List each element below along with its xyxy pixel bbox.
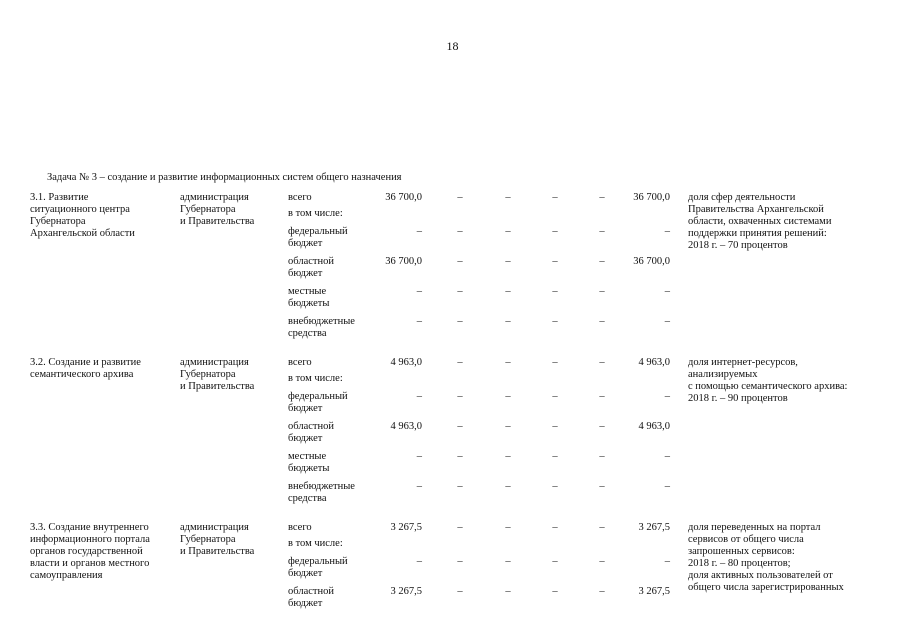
empty-value-dash: –	[457, 522, 463, 533]
empty-value-dash: –	[552, 256, 558, 267]
target-indicator: доля сфер деятельности Правительства Архангельской области, охваченных системами поддержки принятия решений: 2018 г. – 70 процентов	[688, 192, 832, 251]
empty-value-dash: –	[599, 522, 605, 533]
empty-value-dash: –	[599, 316, 605, 327]
empty-value-dash: –	[505, 451, 511, 462]
empty-value-dash: –	[416, 481, 422, 492]
regional-amount: 3 267,5	[390, 586, 422, 597]
empty-value-dash: –	[552, 586, 558, 597]
empty-value-dash: –	[457, 192, 463, 203]
source-total-label: всего	[288, 522, 312, 533]
empty-value-dash: –	[416, 286, 422, 297]
federal-budget-label: федеральный бюджет	[288, 556, 348, 579]
empty-value-dash: –	[457, 357, 463, 368]
empty-value-dash: –	[457, 226, 463, 237]
total-amount: 36 700,0	[385, 192, 422, 203]
empty-value-dash: –	[599, 391, 605, 402]
total-amount-final: 4 963,0	[638, 357, 670, 368]
event-name: 3.1. Развитие ситуационного центра Губернатора Архангельской области	[30, 192, 135, 239]
event-name: 3.3. Создание внутреннего информационного портала органов государственной власти и органов местного самоуправления	[30, 522, 150, 581]
empty-value-dash: –	[552, 421, 558, 432]
empty-value-dash: –	[457, 421, 463, 432]
empty-value-dash: –	[457, 256, 463, 267]
empty-value-dash: –	[599, 586, 605, 597]
local-budget-label: местные бюджеты	[288, 286, 330, 309]
empty-value-dash: –	[599, 256, 605, 267]
empty-value-dash: –	[552, 226, 558, 237]
regional-amount: 4 963,0	[390, 421, 422, 432]
empty-value-dash: –	[505, 522, 511, 533]
source-total-label: всего	[288, 357, 312, 368]
empty-value-dash: –	[664, 316, 670, 327]
including-label: в том числе:	[288, 373, 343, 384]
empty-value-dash: –	[552, 451, 558, 462]
total-amount: 3 267,5	[390, 522, 422, 533]
empty-value-dash: –	[457, 391, 463, 402]
event-executor: администрация Губернатора и Правительства	[180, 357, 255, 392]
empty-value-dash: –	[552, 391, 558, 402]
regional-amount-final: 3 267,5	[638, 586, 670, 597]
total-amount-final: 36 700,0	[633, 192, 670, 203]
empty-value-dash: –	[457, 451, 463, 462]
empty-value-dash: –	[505, 316, 511, 327]
empty-value-dash: –	[664, 481, 670, 492]
empty-value-dash: –	[416, 451, 422, 462]
empty-value-dash: –	[457, 481, 463, 492]
empty-value-dash: –	[664, 286, 670, 297]
empty-value-dash: –	[552, 481, 558, 492]
empty-value-dash: –	[457, 286, 463, 297]
empty-value-dash: –	[599, 556, 605, 567]
empty-value-dash: –	[552, 357, 558, 368]
empty-value-dash: –	[552, 286, 558, 297]
empty-value-dash: –	[664, 451, 670, 462]
target-indicator: доля интернет-ресурсов, анализируемых с помощью семантического архива: 2018 г. – 90 процентов	[688, 357, 848, 404]
event-name: 3.2. Создание и развитие семантического архива	[30, 357, 141, 380]
empty-value-dash: –	[457, 586, 463, 597]
regional-budget-label: областной бюджет	[288, 421, 334, 444]
local-budget-label: местные бюджеты	[288, 451, 330, 474]
empty-value-dash: –	[599, 481, 605, 492]
source-total-label: всего	[288, 192, 312, 203]
empty-value-dash: –	[599, 421, 605, 432]
empty-value-dash: –	[599, 451, 605, 462]
event-executor: администрация Губернатора и Правительства	[180, 522, 255, 557]
federal-budget-label: федеральный бюджет	[288, 391, 348, 414]
empty-value-dash: –	[457, 556, 463, 567]
empty-value-dash: –	[664, 226, 670, 237]
empty-value-dash: –	[505, 226, 511, 237]
empty-value-dash: –	[505, 256, 511, 267]
regional-budget-label: областной бюджет	[288, 586, 334, 609]
empty-value-dash: –	[599, 226, 605, 237]
empty-value-dash: –	[552, 522, 558, 533]
empty-value-dash: –	[599, 286, 605, 297]
empty-value-dash: –	[505, 357, 511, 368]
empty-value-dash: –	[664, 556, 670, 567]
empty-value-dash: –	[505, 556, 511, 567]
empty-value-dash: –	[599, 192, 605, 203]
empty-value-dash: –	[505, 586, 511, 597]
regional-amount-final: 4 963,0	[638, 421, 670, 432]
event-executor: администрация Губернатора и Правительства	[180, 192, 255, 227]
empty-value-dash: –	[416, 391, 422, 402]
empty-value-dash: –	[552, 316, 558, 327]
total-amount: 4 963,0	[390, 357, 422, 368]
regional-budget-label: областной бюджет	[288, 256, 334, 279]
total-amount-final: 3 267,5	[638, 522, 670, 533]
regional-amount-final: 36 700,0	[633, 256, 670, 267]
extrabudget-label: внебюджетные средства	[288, 481, 355, 504]
empty-value-dash: –	[505, 192, 511, 203]
federal-budget-label: федеральный бюджет	[288, 226, 348, 249]
page-number: 18	[446, 39, 459, 53]
target-indicator: доля переведенных на портал сервисов от общего числа запрошенных сервисов: 2018 г. – 80 процентов; доля активных пользователей от общего числа зарегистрированных	[688, 522, 844, 593]
empty-value-dash: –	[416, 226, 422, 237]
empty-value-dash: –	[505, 481, 511, 492]
empty-value-dash: –	[416, 556, 422, 567]
empty-value-dash: –	[664, 391, 670, 402]
task-heading: Задача № 3 – создание и развитие информационных систем общего назначения	[47, 172, 402, 183]
including-label: в том числе:	[288, 538, 343, 549]
empty-value-dash: –	[552, 556, 558, 567]
empty-value-dash: –	[505, 421, 511, 432]
empty-value-dash: –	[599, 357, 605, 368]
including-label: в том числе:	[288, 208, 343, 219]
empty-value-dash: –	[416, 316, 422, 327]
empty-value-dash: –	[505, 391, 511, 402]
regional-amount: 36 700,0	[385, 256, 422, 267]
extrabudget-label: внебюджетные средства	[288, 316, 355, 339]
empty-value-dash: –	[552, 192, 558, 203]
empty-value-dash: –	[505, 286, 511, 297]
empty-value-dash: –	[457, 316, 463, 327]
